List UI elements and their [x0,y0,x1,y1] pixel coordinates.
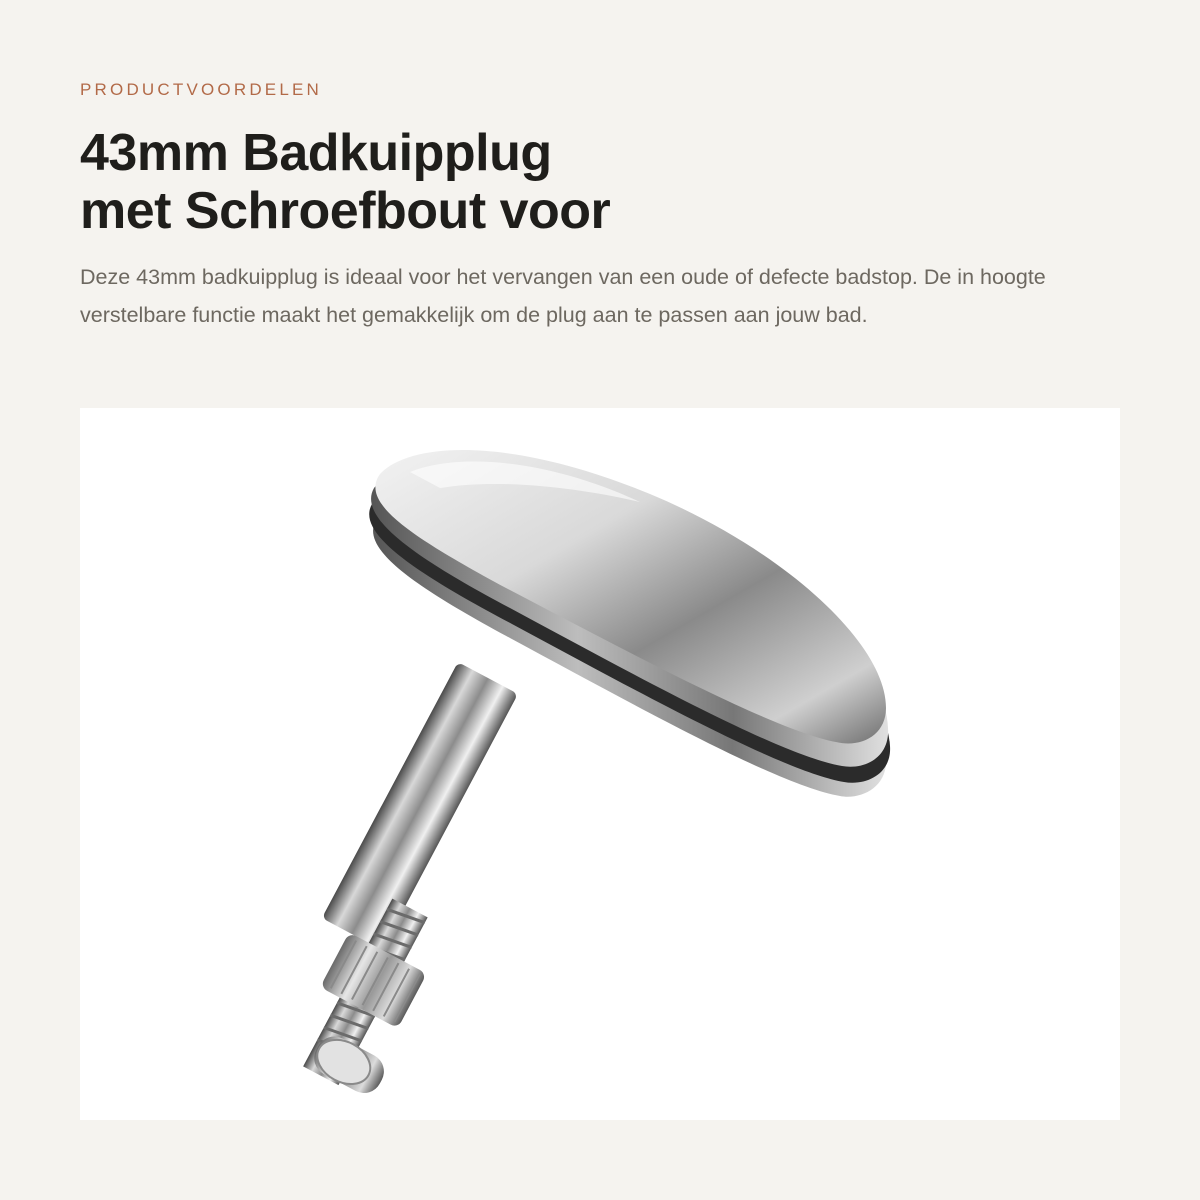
section-description: Deze 43mm badkuipplug is ideaal voor het vervangen van een oude of defecte badstop. De in hoogte verstelbare functie maakt het gemakkelijk om de plug aan te passen aan jouw bad. [80,265,1046,327]
headline-line-1: 43mm Badkuipplug [80,124,552,182]
plug-stem [322,662,518,950]
section-eyebrow: PRODUCTVOORDELEN [80,80,323,99]
section-headline [80,124,1120,240]
headline-line-2: met Schroefbout voor [80,182,611,240]
bath-plug-illustration [80,408,1120,1120]
product-image-panel [80,408,1120,1120]
